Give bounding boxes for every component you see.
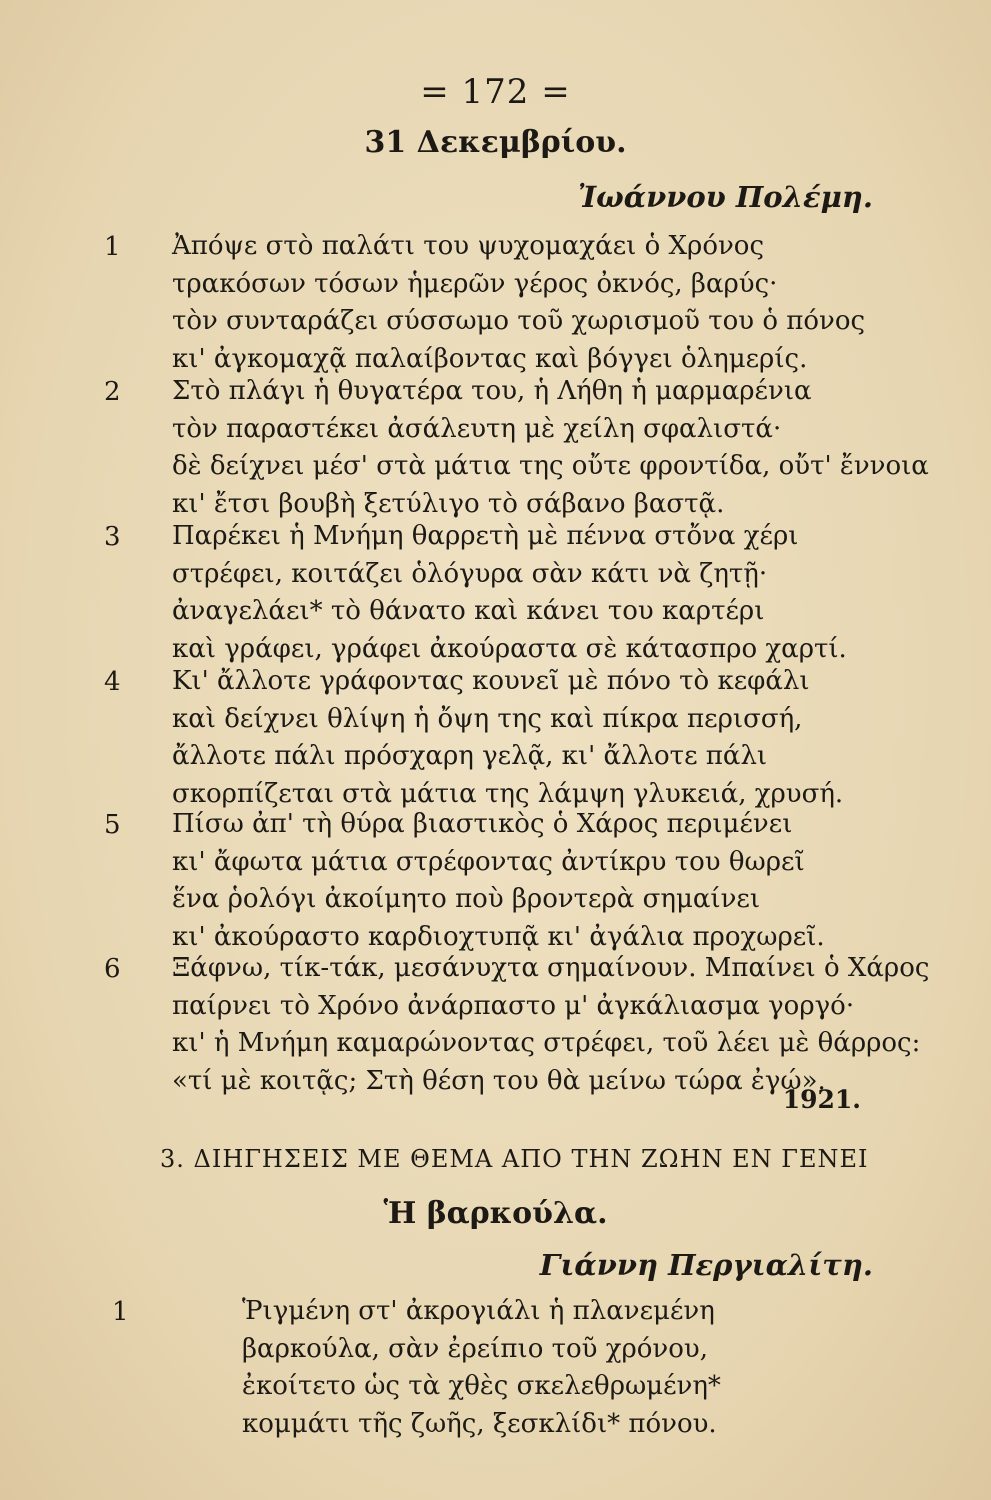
verse-line: σκορπίζεται στὰ μάτια της λάμψη γλυκειά, χρυσή. (172, 778, 844, 809)
stanza-number: 5 (104, 810, 121, 840)
verse-line: Παρέκει ἡ Μνήμη θαρρετὴ μὲ πέννα στὄνα χέρι (172, 521, 799, 551)
stanza-number: 3 (104, 522, 121, 552)
verse-line: δὲ δείχνει μέσ' στὰ μάτια της οὔτε φροντίδα, οὔτ' ἔννοια (172, 451, 929, 481)
verse-line: Πίσω ἀπ' τὴ θύρα βιαστικὸς ὁ Χάρος περιμένει (172, 809, 793, 839)
verse-line: τὸν παραστέκει ἀσάλευτη μὲ χείλη σφαλιστά· (172, 413, 782, 444)
verse-line: Κι' ἄλλοτε γράφοντας κουνεῖ μὲ πόνο τὸ κεφάλι (172, 666, 810, 696)
verse-line: Στὸ πλάγι ἡ θυγατέρα του, ἡ Λήθη ἡ μαρμαρένια (172, 376, 812, 406)
verse-line: «τί μὲ κοιτᾷς; Στὴ θέση του θὰ μείνω τώρα ἐγώ». (172, 1065, 826, 1096)
verse-line: κι' ἀκούραστο καρδιοχτυπᾷ κι' ἀγάλια προχωρεῖ. (172, 921, 825, 952)
verse-line: κι' ἡ Μνήμη καμαρώνοντας στρέφει, τοῦ λέει μὲ θάρρος: (172, 1028, 921, 1058)
poem-author: Ἰωάννου Πολέμη. (577, 180, 873, 214)
verse-line: ἕνα ῥολόγι ἀκοίμητο ποὺ βροντερὰ σημαίνει (172, 884, 761, 914)
stanza-text (172, 950, 930, 1100)
verse-line: κι' ἀγκομαχᾷ παλαίβοντας καὶ βόγγει ὁλημερίς. (172, 343, 808, 374)
poem-year: 1921. (782, 1085, 861, 1114)
stanza-number: 1 (104, 232, 121, 262)
verse-line: Ἀπόψε στὸ παλάτι του ψυχομαχάει ὁ Χρόνος (172, 231, 765, 261)
poem-title: Ἡ βαρκούλα. (383, 1196, 608, 1231)
stanza-number: 4 (104, 667, 121, 697)
stanza-number: 1 (112, 1297, 129, 1327)
verse-line: κομμάτι τῆς ζωῆς, ξεσκλίδι* πόνου. (242, 1408, 717, 1439)
verse-line: κι' ἄφωτα μάτια στρέφοντας ἀντίκρυ του θωρεῖ (172, 846, 805, 877)
stanza-text (172, 518, 912, 668)
verse-line: ἄλλοτε πάλι πρόσχαρη γελᾷ, κι' ἄλλοτε πάλι (172, 741, 768, 771)
stanza-text (242, 1293, 721, 1443)
verse-line: ἀναγελάει* τὸ θάνατο καὶ κάνει του καρτέρι (172, 596, 765, 626)
verse-line: τὸν συνταράζει σύσσωμο τοῦ χωρισμοῦ του ὁ πόνος (172, 306, 866, 336)
verse-line: τρακόσων τόσων ἡμερῶν γέρος ὀκνός, βαρύς· (172, 268, 778, 299)
verse-line: παίρνει τὸ Χρόνο ἀνάρπαστο μ' ἀγκάλιασμα γοργό· (172, 990, 855, 1021)
verse-line: Ῥιγμένη στ' ἀκρογιάλι ἡ πλανεμένη (242, 1296, 715, 1326)
poem-title: 31 Δεκεμβρίου. (364, 125, 627, 160)
stanza-text (172, 373, 929, 523)
stanza-text (172, 806, 912, 956)
stanza-number: 2 (104, 377, 121, 407)
page-number: = 172 = (420, 72, 571, 112)
verse-line: ἐκοίτετο ὡς τὰ χθὲς σκελεθρωμένη* (242, 1371, 721, 1401)
verse-line: κι' ἔτσι βουβὴ ξετύλιγο τὸ σάβανο βαστᾷ. (172, 488, 725, 519)
verse-line: βαρκούλα, σὰν ἐρείπιο τοῦ χρόνου, (242, 1333, 708, 1364)
stanza-text (172, 228, 912, 378)
poem-author: Γιάννη Περγιαλίτη. (539, 1248, 873, 1282)
verse-line: Ξάφνω, τίκ-τάκ, μεσάνυχτα σημαίνουν. Μπαίνει ὁ Χάρος (172, 953, 930, 983)
stanza-text (172, 663, 912, 813)
section-heading: 3. ΔΙΗΓΗΣΕΙΣ ΜΕ ΘΕΜΑ ΑΠΟ ΤΗΝ ΖΩΗΝ ΕΝ ΓΕΝΕΙ (160, 1145, 869, 1173)
stanza-number: 6 (104, 954, 121, 984)
verse-line: καὶ γράφει, γράφει ἀκούραστα σὲ κάτασπρο χαρτί. (172, 633, 847, 664)
verse-line: στρέφει, κοιτάζει ὁλόγυρα σὰν κάτι νὰ ζητῇ· (172, 558, 768, 589)
verse-line: καὶ δείχνει θλίψη ἡ ὄψη της καὶ πίκρα περισσή, (172, 703, 803, 734)
